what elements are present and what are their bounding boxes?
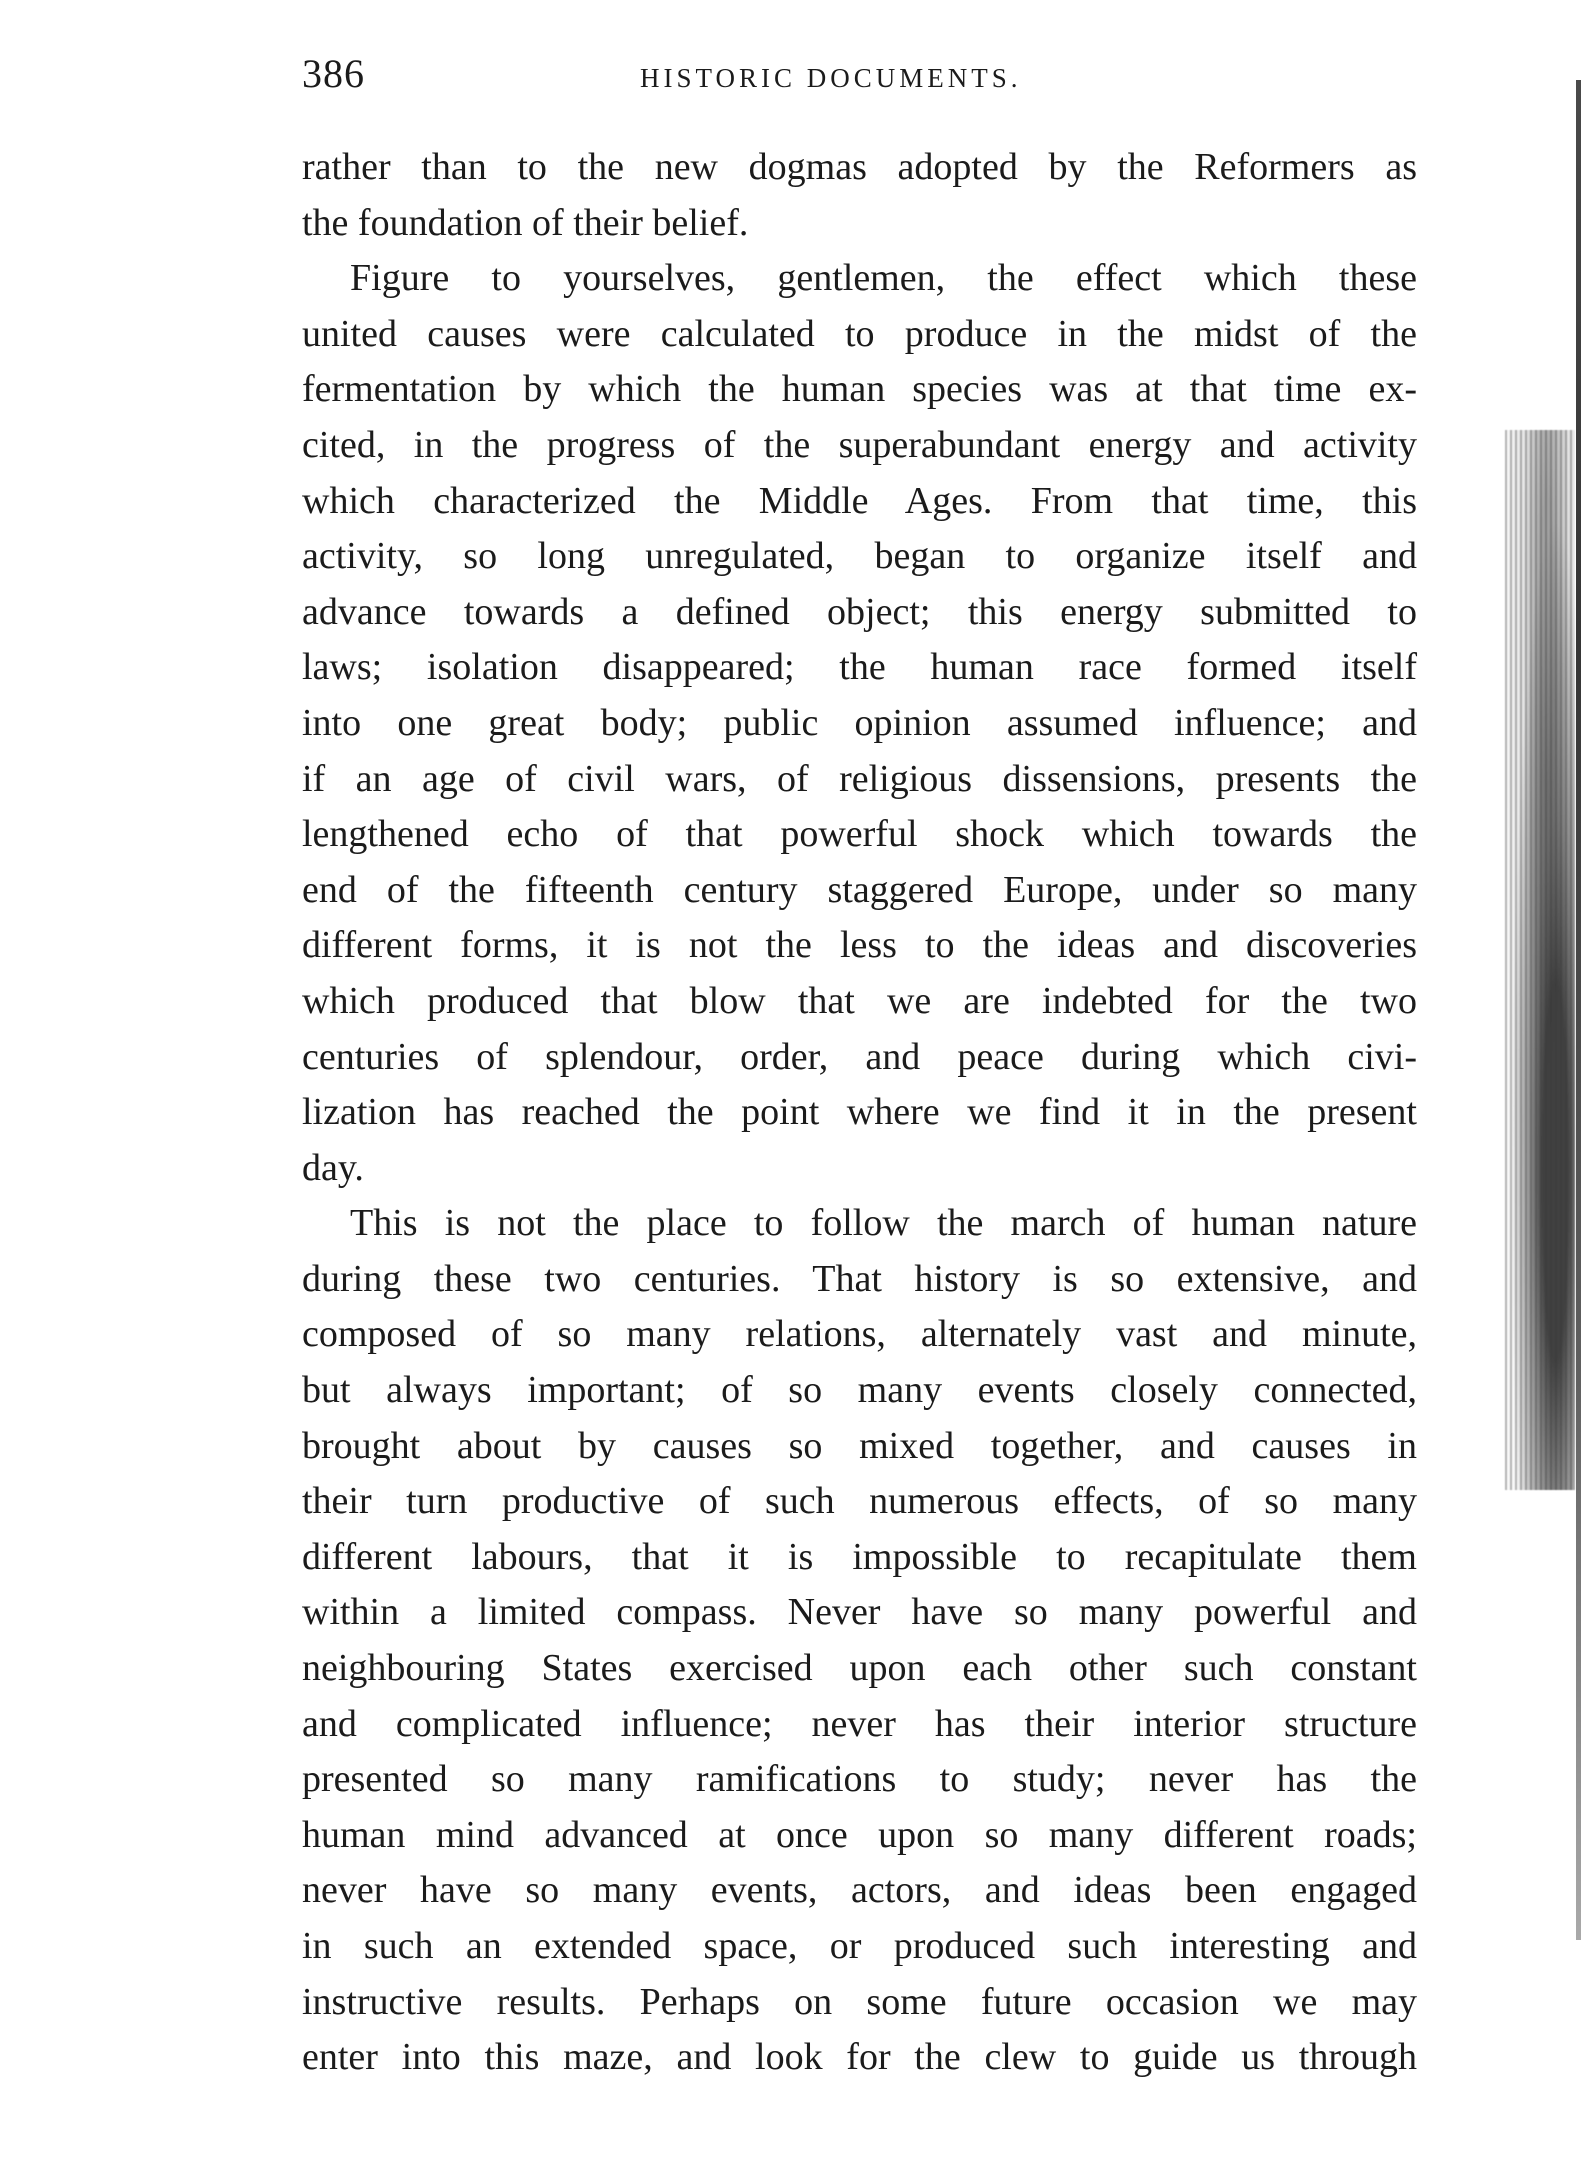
text-line: within a limited compass. Never have so many powerful and xyxy=(302,1591,1417,1634)
text-line: presented so many ramifications to study; never has the xyxy=(302,1758,1417,1801)
text-line: the foundation of their belief. xyxy=(302,201,749,244)
text-line: which produced that blow that we are indebted for the two xyxy=(302,979,1417,1022)
text-line: united causes were calculated to produce in the midst of the xyxy=(302,312,1417,355)
text-line: their turn productive of such numerous effects, of so many xyxy=(302,1480,1417,1523)
text-line: cited, in the progress of the superabundant energy and activity xyxy=(302,423,1417,466)
text-line: brought about by causes so mixed together, and causes in xyxy=(302,1424,1417,1467)
page-number: 386 xyxy=(302,51,365,96)
text-line: lengthened echo of that powerful shock which towards the xyxy=(302,813,1417,856)
text-line: day. xyxy=(302,1146,364,1189)
body-text xyxy=(302,140,1417,2086)
text-line: This is not the place to follow the march of human nature xyxy=(350,1202,1417,1245)
text-line: instructive results. Perhaps on some future occasion we may xyxy=(302,1980,1417,2023)
text-line: different forms, it is not the less to the ideas and discoveries xyxy=(302,924,1417,967)
text-line: end of the fifteenth century staggered Europe, under so many xyxy=(302,868,1417,911)
text-line: during these two centuries. That history is so extensive, and xyxy=(302,1257,1417,1300)
text-line: laws; isolation disappeared; the human race formed itself xyxy=(302,646,1417,689)
text-line: in such an extended space, or produced such interesting and xyxy=(302,1925,1417,1967)
text-line: neighbouring States exercised upon each other such constant xyxy=(302,1647,1417,1690)
text-line: which characterized the Middle Ages. From that time, this xyxy=(302,479,1417,522)
text-line: lization has reached the point where we find it in the present xyxy=(302,1091,1417,1134)
text-line: enter into this maze, and look for the clew to guide us through xyxy=(302,2036,1417,2079)
text-line: rather than to the new dogmas adopted by the Reformers as xyxy=(302,146,1417,188)
text-line: different labours, that it is impossible to recapitulate them xyxy=(302,1535,1417,1578)
text-line: into one great body; public opinion assumed influence; and xyxy=(302,701,1417,744)
running-head: HISTORIC DOCUMENTS. xyxy=(640,63,1022,93)
text-line: Figure to yourselves, gentlemen, the effect which these xyxy=(350,257,1417,300)
text-line: activity, so long unregulated, began to organize itself and xyxy=(302,535,1417,578)
text-line: advance towards a defined object; this energy submitted to xyxy=(302,590,1417,633)
text-line: centuries of splendour, order, and peace during which civi- xyxy=(302,1035,1417,1078)
text-line: composed of so many relations, alternately vast and minute, xyxy=(302,1313,1417,1356)
text-line: but always important; of so many events closely connected, xyxy=(302,1369,1417,1412)
page-header xyxy=(302,44,1417,104)
scan-edge-shadow xyxy=(1505,430,1575,1490)
text-line: and complicated influence; never has their interior structure xyxy=(302,1702,1417,1745)
text-line: if an age of civil wars, of religious dissensions, presents the xyxy=(302,757,1417,800)
text-line: human mind advanced at once upon so many different roads; xyxy=(302,1813,1417,1856)
binding-edge-line xyxy=(1576,80,1581,1940)
text-line: fermentation by which the human species was at that time ex- xyxy=(302,368,1417,411)
text-line: never have so many events, actors, and ideas been engaged xyxy=(302,1869,1417,1912)
